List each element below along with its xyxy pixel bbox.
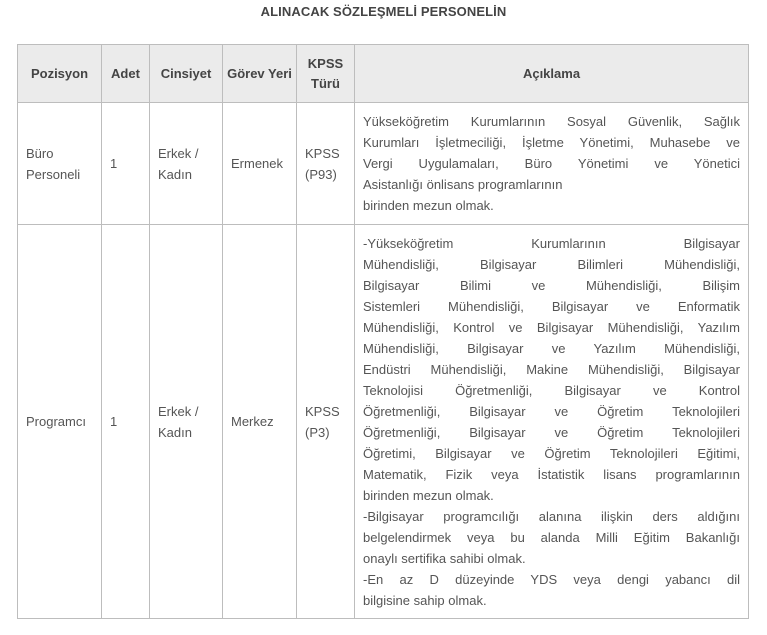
aciklama-line: Yükseköğretim Kurumlarının Sosyal Güvenlik, Sağlık xyxy=(363,114,740,129)
aciklama-line: Teknolojisi Öğretmenliği, Bilgisayar ve Kontrol xyxy=(363,382,740,398)
cell-gorev-yeri: Merkez xyxy=(223,225,297,619)
cell-kpss-turu: KPSS (P3) xyxy=(297,225,355,619)
table-header-row xyxy=(18,45,749,103)
aciklama-line: Endüstri Mühendisliği, Makine Mühendisliği, Bilgisayar xyxy=(363,361,740,377)
header-adet: Adet xyxy=(102,45,150,103)
cell-pozisyon: Büro Personeli xyxy=(18,103,102,225)
aciklama-line: -En az D düzeyinde YDS veya dengi yabancı dil xyxy=(363,571,740,587)
table-row xyxy=(18,103,749,225)
aciklama-line: -Yükseköğretim Kurumlarının Bilgisayar xyxy=(363,235,740,251)
cell-gorev-yeri: Ermenek xyxy=(223,103,297,225)
aciklama-line: Matematik, Fizik veya İstatistik lisans programlarının xyxy=(363,466,740,482)
header-gorev-yeri: Görev Yeri xyxy=(223,45,297,103)
aciklama-line: Vergi Uygulamaları, Büro Yönetimi ve Yönetici xyxy=(363,156,740,171)
aciklama-line: -Bilgisayar programcılığı alanına ilişkin ders aldığını xyxy=(363,508,740,524)
aciklama-line: birinden mezun olmak. xyxy=(363,198,494,213)
aciklama-line: Mühendisliği, Kontrol ve Bilgisayar Mühendisliği, Yazılım xyxy=(363,319,740,335)
aciklama-line: Mühendisliği, Bilgisayar ve Yazılım Mühendisliği, xyxy=(363,340,740,356)
aciklama-line: Öğretmenliği, Bilgisayar ve Öğretim Teknolojileri xyxy=(363,424,740,440)
cell-kpss-turu: KPSS (P93) xyxy=(297,103,355,225)
page-title: ALINACAK SÖZLEŞMELİ PERSONELİN xyxy=(260,4,507,19)
aciklama-line: onaylı sertifika sahibi olmak. xyxy=(363,550,526,566)
aciklama-line: Kurumları İşletmeciliği, İşletme Yönetimi, Muhasebe ve xyxy=(363,135,740,150)
cell-adet: 1 xyxy=(102,103,150,225)
aciklama-line: bilgisine sahip olmak. xyxy=(363,592,487,608)
aciklama-line: Asistanlığı önlisans programlarının xyxy=(363,177,563,192)
aciklama-line: Öğretimi, Bilgisayar ve Öğretim Teknolojileri Eğitimi, xyxy=(363,445,740,461)
table-row xyxy=(18,225,749,619)
cell-cinsiyet: Erkek / Kadın xyxy=(150,103,223,225)
personnel-table xyxy=(17,44,749,619)
aciklama-line: Mühendisliği, Bilgisayar Bilimleri Mühendisliği, xyxy=(363,256,740,272)
header-cinsiyet: Cinsiyet xyxy=(150,45,223,103)
aciklama-line: Öğretmenliği, Bilgisayar ve Öğretim Teknolojileri xyxy=(363,403,740,419)
aciklama-line: Sistemleri Mühendisliği, Bilgisayar ve Enformatik xyxy=(363,298,740,314)
cell-aciklama xyxy=(355,103,749,225)
cell-pozisyon: Programcı xyxy=(18,225,102,619)
cell-cinsiyet: Erkek / Kadın xyxy=(150,225,223,619)
aciklama-line: birinden mezun olmak. xyxy=(363,487,494,503)
aciklama-line: Bilgisayar Bilimi ve Mühendisliği, Bilişim xyxy=(363,277,740,293)
cell-adet: 1 xyxy=(102,225,150,619)
aciklama-line: belgelendirmek veya bu alanda Milli Eğitim Bakanlığı xyxy=(363,529,740,545)
header-kpss-turu: KPSS Türü xyxy=(297,45,355,103)
header-aciklama: Açıklama xyxy=(355,45,749,103)
cell-aciklama xyxy=(355,225,749,619)
header-pozisyon: Pozisyon xyxy=(18,45,102,103)
